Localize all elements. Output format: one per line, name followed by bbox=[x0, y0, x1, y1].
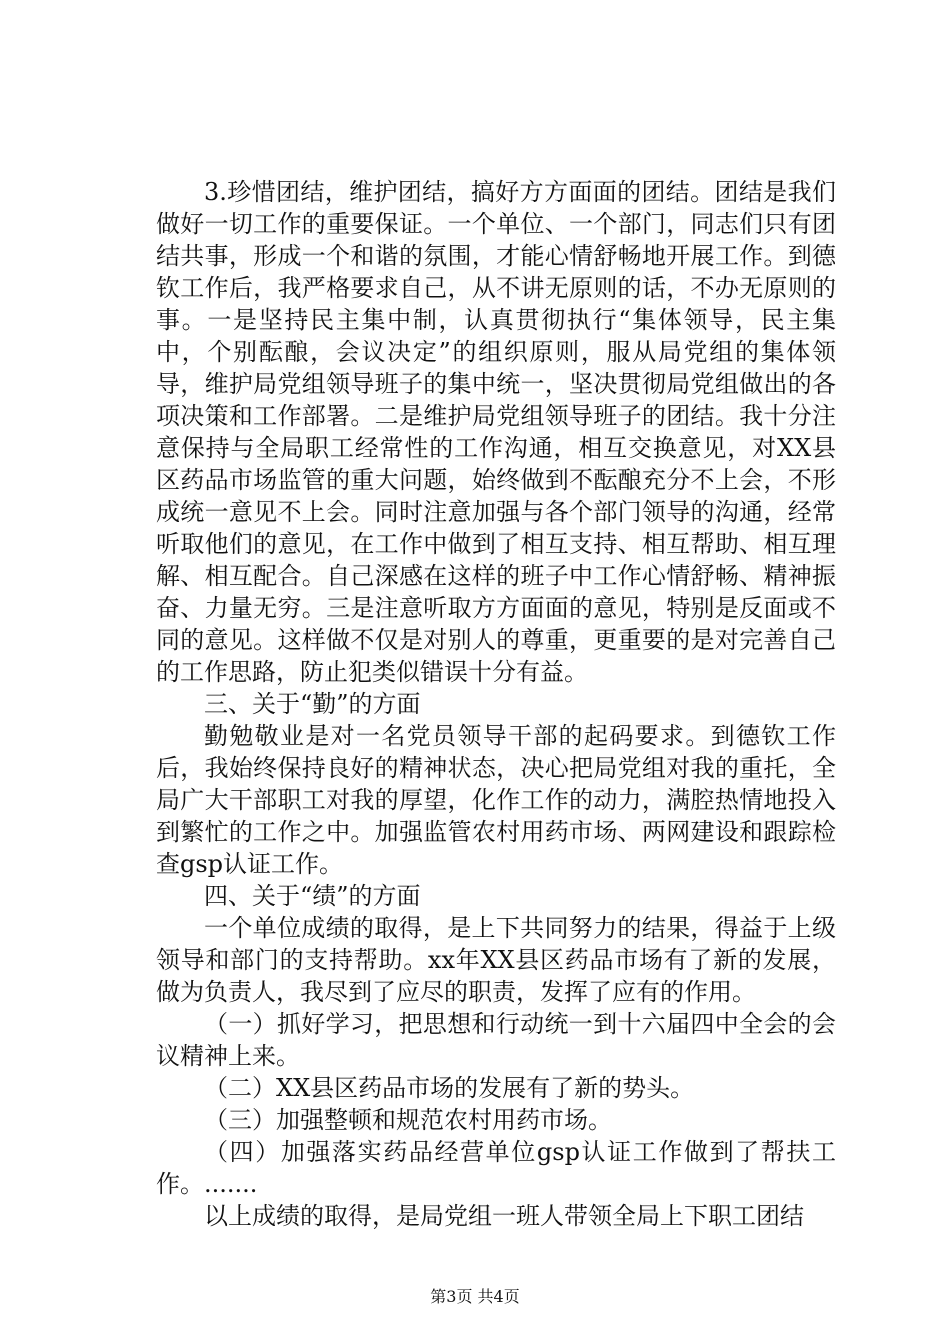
paragraph-closing: 以上成绩的取得，是局党组一班人带领全局上下职工团结 bbox=[204, 1202, 804, 1230]
document-body bbox=[156, 176, 836, 1232]
section-heading-achievement: 四、关于“绩”的方面 bbox=[204, 882, 421, 910]
paragraph-achievement: 一个单位成绩的取得，是上下共同努力的结果，得益于上级领导和部门的支持帮助。xx年XX县区药品市场有了新的发展，做为负责人，我尽到了应尽的职责，发挥了应有的作用。 bbox=[156, 914, 836, 1006]
list-item-4: （四）加强落实药品经营单位gsp认证工作做到了帮扶工作。....... bbox=[156, 1138, 836, 1198]
section-heading-diligence: 三、关于“勤”的方面 bbox=[204, 690, 421, 718]
paragraph-unity: 3.珍惜团结，维护团结，搞好方方面面的团结。团结是我们做好一切工作的重要保证。一个单位、一个部门，同志们只有团结共事，形成一个和谐的氛围，才能心情舒畅地开展工作。到德钦工作后，我严格要求自己，从不讲无原则的话，不办无原则的事。一是坚持民主集中制，认真贯彻执行“集体领导，民主集中，个别酝酿，会议决定”的组织原则，服从局党组的集体领导，维护局党组领导班子的集中统一，坚决贯彻局党组做出的各项决策和工作部署。二是维护局党组领导班子的团结。我十分注意保持与全局职工经常性的工作沟通，相互交换意见，对XX县区药品市场监管的重大问题，始终做到不酝酿充分不上会，不形成统一意见不上会。同时注意加强与各个部门领导的沟通，经常听取他们的意见，在工作中做到了相互支持、相互帮助、相互理解、相互配合。自己深感在这样的班子中工作心情舒畅、精神振奋、力量无穷。三是注意听取方方面面的意见，特别是反面或不同的意见。这样做不仅是对别人的尊重，更重要的是对完善自己的工作思路，防止犯类似错误十分有益。 bbox=[156, 178, 836, 686]
page-number-footer: 第3页 共4页 bbox=[430, 1287, 520, 1306]
paragraph-diligence: 勤勉敬业是对一名党员领导干部的起码要求。到德钦工作后，我始终保持良好的精神状态，决心把局党组对我的重托，全局广大干部职工对我的厚望，化作工作的动力，满腔热情地投入到繁忙的工作之中。加强监管农村用药市场、两网建设和跟踪检查gsp认证工作。 bbox=[156, 722, 836, 878]
list-item-3: （三）加强整顿和规范农村用药市场。 bbox=[204, 1106, 612, 1134]
list-item-1: （一）抓好学习，把思想和行动统一到十六届四中全会的会议精神上来。 bbox=[156, 1010, 836, 1070]
list-item-2: （二）XX县区药品市场的发展有了新的势头。 bbox=[204, 1074, 695, 1102]
